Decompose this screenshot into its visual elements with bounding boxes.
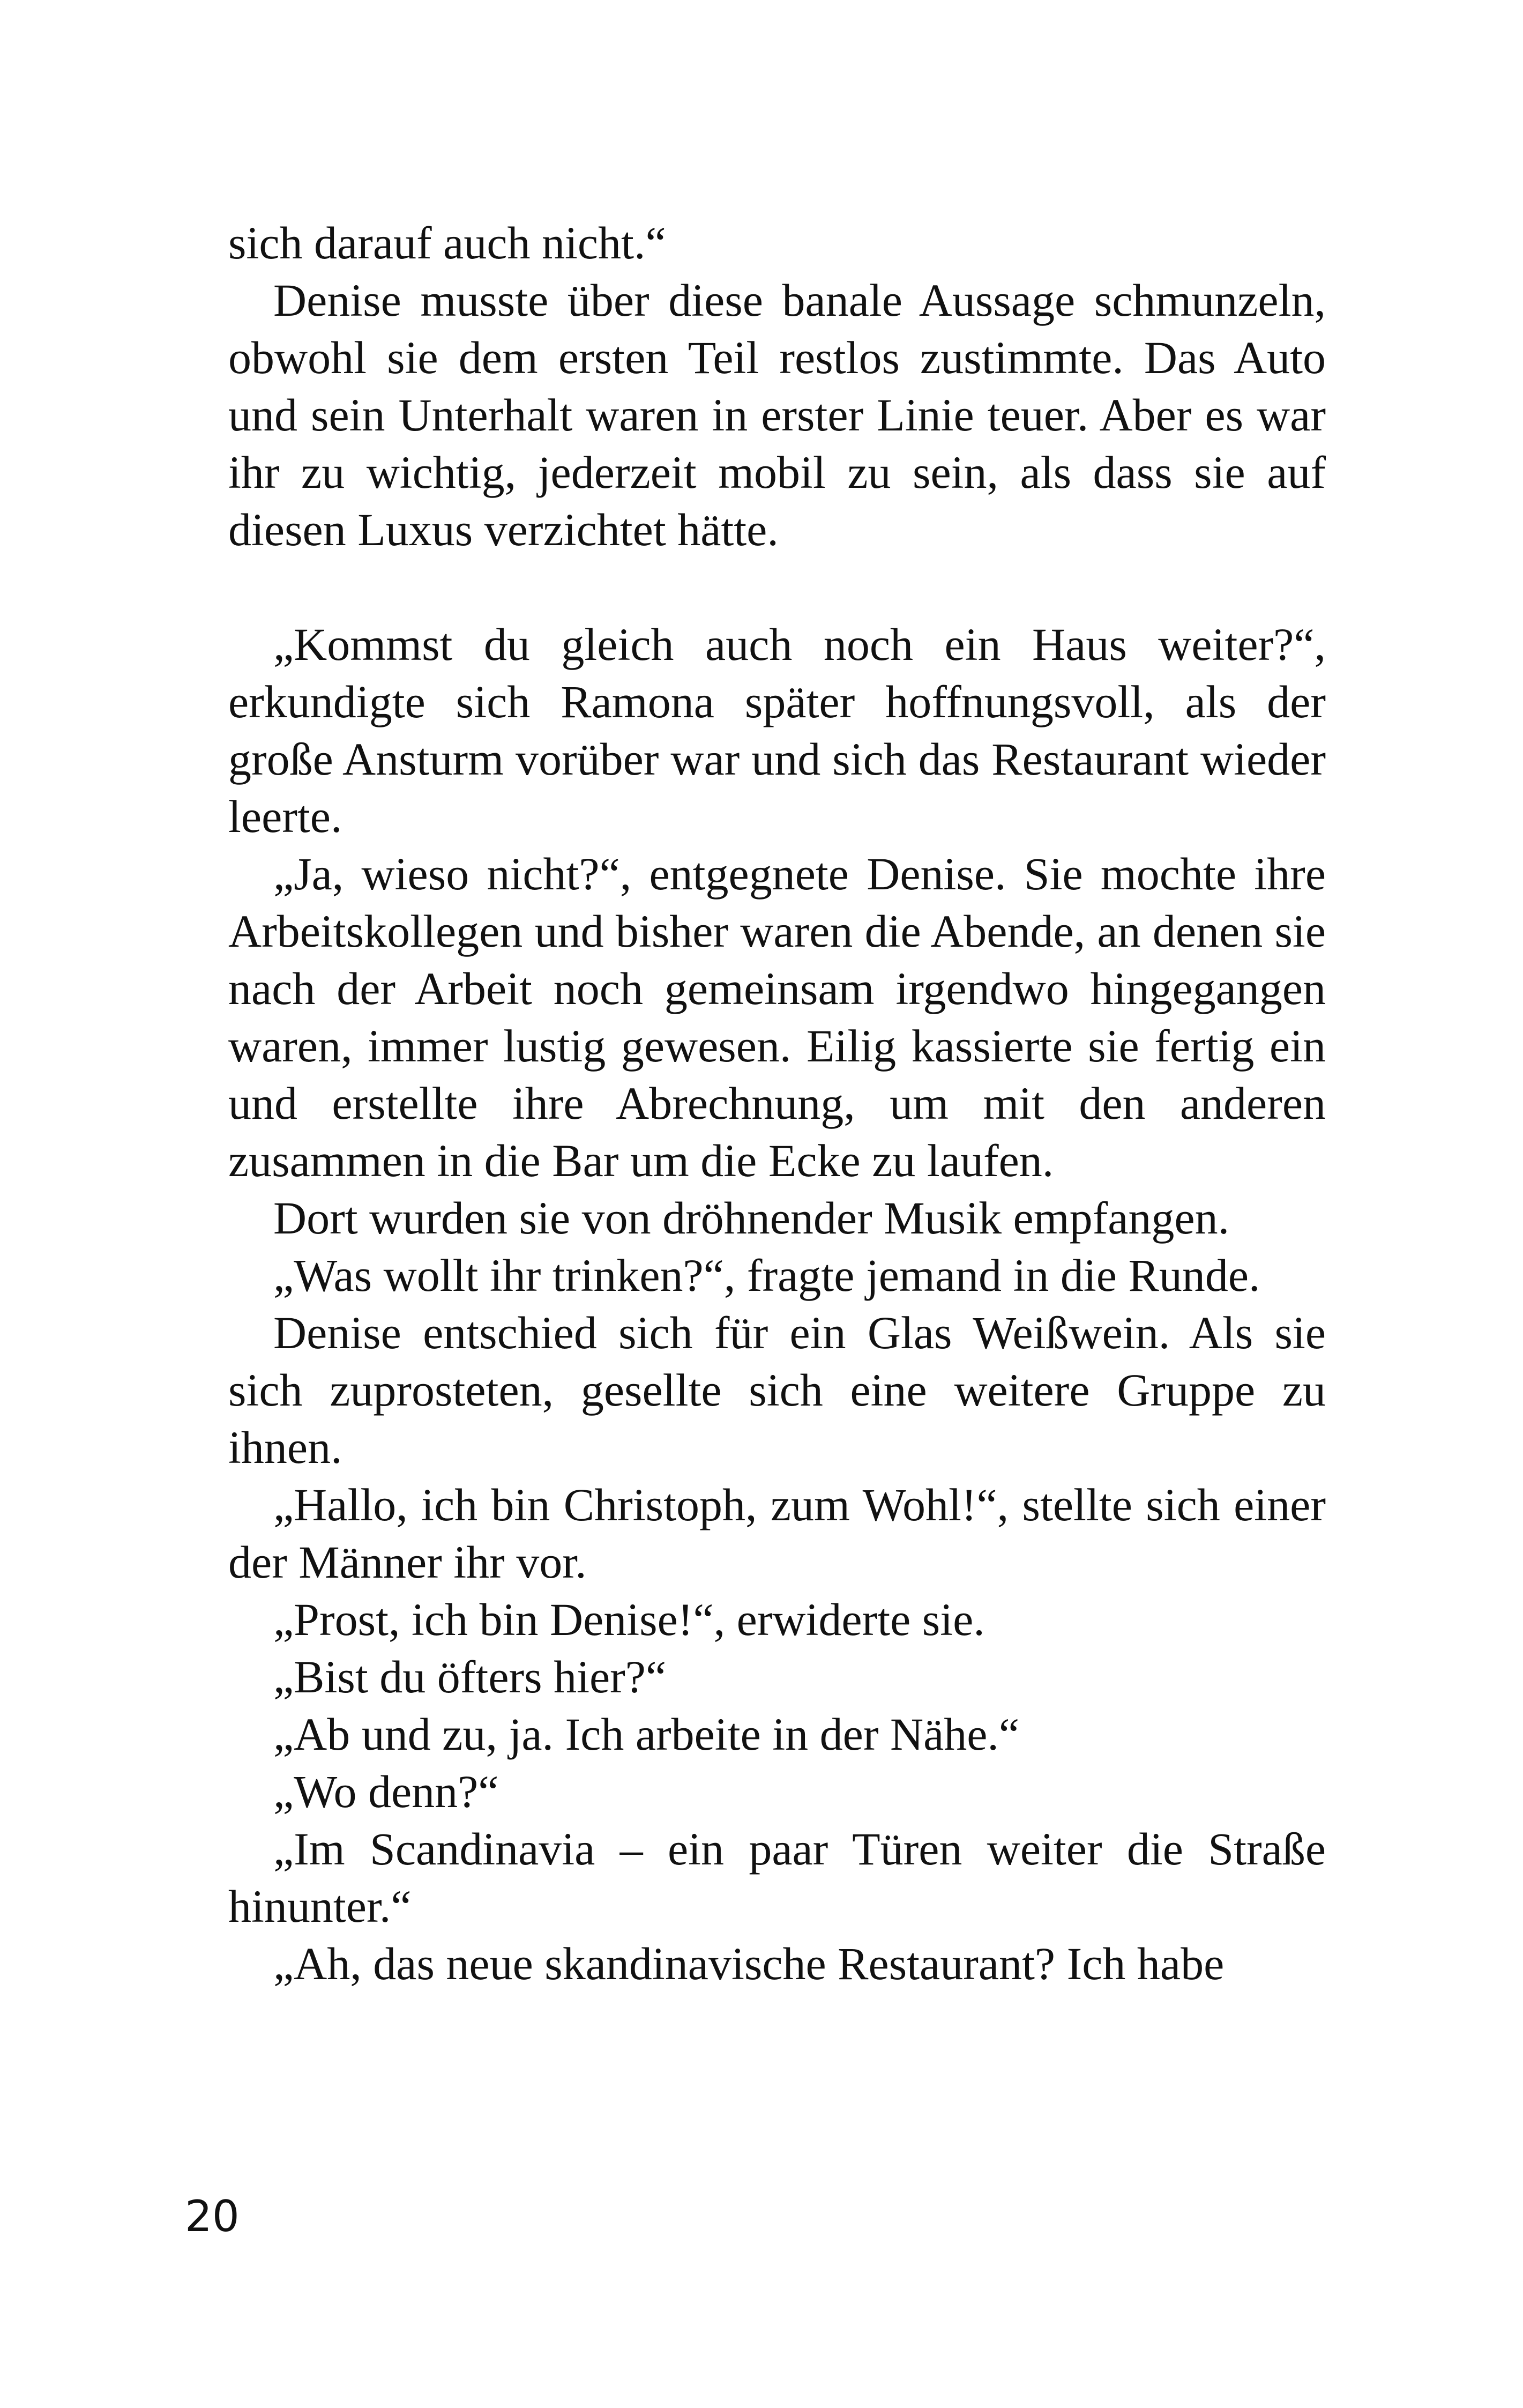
paragraph: Denise musste über diese banale Aussage schmunzeln, obwohl sie dem ersten Teil restlos zustimmte. Das Auto und sein Unterhalt waren in erster Linie teuer. Aber es war ihr zu wichtig, jederzeit mobil zu sein, als dass sie auf diesen Luxus verzichtet hätte. xyxy=(228,274,1326,555)
paragraph: „Kommst du gleich auch noch ein Haus weiter?“, erkundigte sich Ramona später hoffnungsvoll, als der große Ansturm vorüber war und sich das Restaurant wieder leerte. xyxy=(228,619,1326,842)
scene-break xyxy=(228,559,1326,616)
paragraph: „Hallo, ich bin Christoph, zum Wohl!“, stellte sich einer der Männer ihr vor. xyxy=(228,1479,1326,1588)
paragraph: „Im Scandinavia – ein paar Türen weiter die Straße hinunter.“ xyxy=(228,1823,1326,1932)
paragraph: Dort wurden sie von dröhnender Musik empfangen. xyxy=(273,1192,1230,1244)
paragraph: „Ab und zu, ja. Ich arbeite in der Nähe.“ xyxy=(273,1708,1020,1760)
paragraph-continuation: sich darauf auch nicht.“ xyxy=(228,217,666,269)
paragraph-truncated: „Ah, das neue skandinavische Restaurant? Ich habe xyxy=(273,1938,1225,1989)
paragraph: „Bist du öfters hier?“ xyxy=(273,1651,667,1703)
paragraph: „Was wollt ihr trinken?“, fragte jemand in die Runde. xyxy=(273,1250,1260,1301)
paragraph: „Ja, wieso nicht?“, entgegnete Denise. Sie mochte ihre Arbeitskollegen und bisher waren die Abende, an denen sie nach der Arbeit noch gemeinsam irgendwo hingegangen waren, immer lustig gewesen. Eilig kassierte sie fertig ein und erstellte ihre Abrechnung, um mit den anderen zusammen in die Bar um die Ecke zu laufen. xyxy=(228,848,1326,1186)
paragraph: „Wo denn?“ xyxy=(273,1766,499,1817)
paragraph: Denise entschied sich für ein Glas Weißwein. Als sie sich zuprosteten, gesellte sich eine weitere Gruppe zu ihnen. xyxy=(228,1307,1326,1473)
body-text xyxy=(228,214,1326,1993)
paragraph: „Prost, ich bin Denise!“, erwiderte sie. xyxy=(273,1594,985,1645)
page-number: 20 xyxy=(185,2191,240,2241)
